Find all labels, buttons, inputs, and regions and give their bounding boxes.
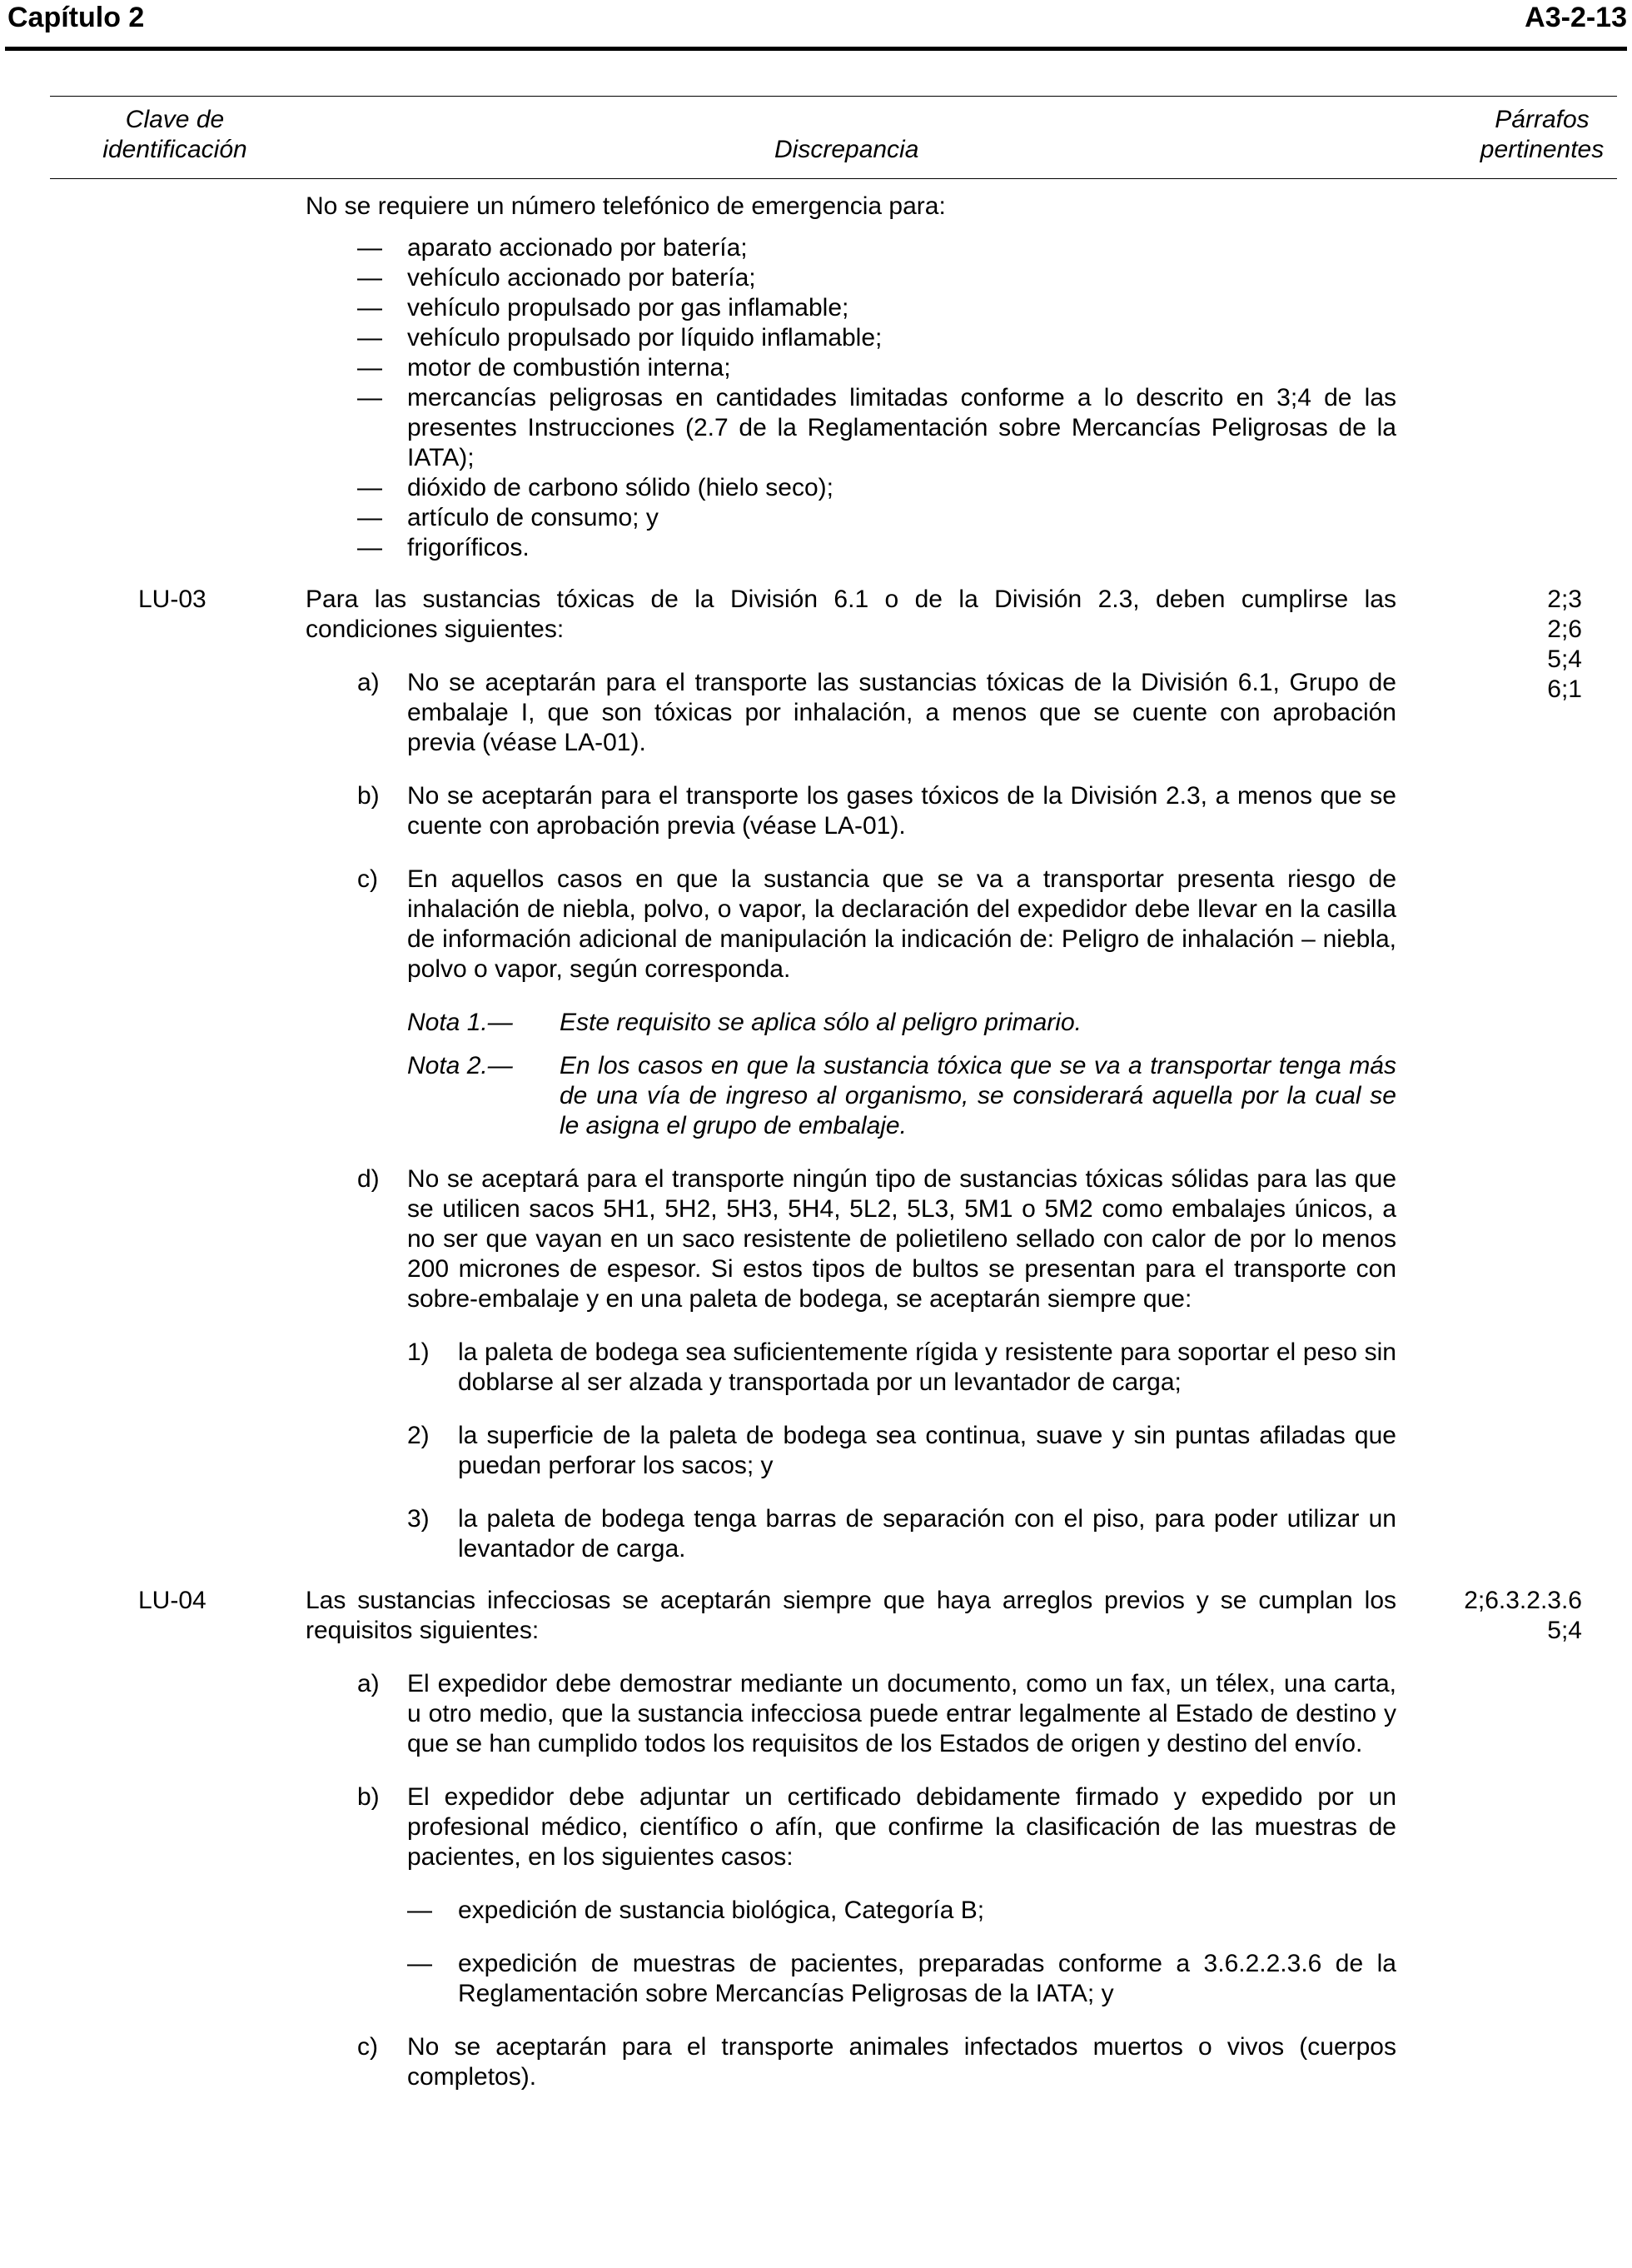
entry-intro: Las sustancias infecciosas se aceptarán siempre que haya arreglos previos y se cumplan los requisitos siguientes: <box>306 1587 1396 1644</box>
numbered-subitem: 1) la paleta de bodega sea suficientemente rígida y resistente para soportar el peso sin doblarse al ser alzada y transportada por un levantador de carga; <box>407 1338 1396 1396</box>
document-body <box>0 192 1632 2092</box>
column-refs-header-line2: pertinentes <box>1480 136 1605 163</box>
header-rule <box>5 47 1627 51</box>
list-item: — vehículo propulsado por gas inflamable; <box>357 294 849 322</box>
list-item: — vehículo propulsado por líquido inflamable; <box>357 324 883 351</box>
page-header <box>0 0 1632 50</box>
entry-lu-03 <box>0 585 1632 1564</box>
entry-lu-04 <box>0 1586 1632 2092</box>
entry-refs <box>1416 1586 1582 1646</box>
ref-item: 5;4 <box>1547 1617 1582 1644</box>
ref-item: 2;3 <box>1547 586 1582 613</box>
list-item: — aparato accionado por batería; <box>357 234 748 262</box>
ref-item: 5;4 <box>1547 646 1582 673</box>
column-key-header-line2: identificación <box>102 136 247 163</box>
note: Nota 1.— Este requisito se aplica sólo al peligro primario. <box>407 1009 1082 1036</box>
entry-refs <box>1416 585 1582 705</box>
list-item: — frigoríficos. <box>357 534 530 561</box>
ref-item: 2;6 <box>1547 616 1582 643</box>
column-key-header-line1: Clave de <box>125 106 225 133</box>
lettered-item: a) El expedidor debe demostrar mediante un documento, como un fax, un télex, una carta, u otro medio, que la sustancia infecciosa puede entrar legalmente al Estado de destino y que se han cumplido todos los requisitos de los Estados de origen y destino del envío. <box>357 1670 1396 1757</box>
lettered-item: c) No se aceptarán para el transporte animales infectados muertos o vivos (cuerpos completos). <box>357 2033 1396 2091</box>
list-item: — motor de combustión interna; <box>357 354 731 381</box>
column-refs-header <box>1467 105 1617 165</box>
list-item: — artículo de consumo; y <box>357 504 659 531</box>
list-item: — mercancías peligrosas en cantidades limitadas conforme a lo descrito en 3;4 de las presentes Instrucciones (2.7 de la Reglamentación sobre Mercancías Peligrosas de la IATA); <box>357 384 1396 471</box>
column-key-header <box>50 105 300 165</box>
chapter-title: Capítulo 2 <box>7 2 145 33</box>
dash-subitem: — expedición de muestras de pacientes, preparadas conforme a 3.6.2.2.3.6 de la Reglamentación sobre Mercancías Peligrosas de la IATA; y <box>407 1950 1396 2007</box>
entry-intro: Para las sustancias tóxicas de la División 6.1 o de la División 2.3, deben cumplirse las condiciones siguientes: <box>306 586 1396 643</box>
entry-continuation <box>0 192 1632 563</box>
continuation-intro: No se requiere un número telefónico de emergencia para: <box>306 192 946 220</box>
column-refs-header-line1: Párrafos <box>1495 106 1590 133</box>
lettered-item: b) El expedidor debe adjuntar un certificado debidamente firmado y expedido por un profesional médico, científico o afín, que confirme la clasificación de las muestras de pacientes, en los siguientes casos: <box>357 1783 1396 1871</box>
entry-key: LU-04 <box>138 1587 206 1614</box>
ref-item: 2;6.3.2.3.6 <box>1464 1587 1582 1614</box>
ref-item: 6;1 <box>1547 675 1582 703</box>
page-number: A3-2-13 <box>1525 2 1627 33</box>
entry-key: LU-03 <box>138 586 206 613</box>
lettered-item: d) No se aceptará para el transporte ningún tipo de sustancias tóxicas sólidas para las que se utilicen sacos 5H1, 5H2, 5H3, 5H4, 5L2, 5L3, 5M1 o 5M2 como embalajes únicos, a no ser que vayan en un saco resistente de polietileno sellado con calor de por lo menos 200 micrones de espesor. Si estos tipos de bultos se presentan para el transporte con sobre-embalaje y en una paleta de bodega, se aceptarán siempre que: <box>357 1165 1396 1313</box>
note: Nota 2.— En los casos en que la sustancia tóxica que se va a transportar tenga más de una vía de ingreso al organismo, se considerará aquella por la cual se le asigna el grupo de embalaje. <box>407 1052 1396 1139</box>
numbered-subitem: 2) la superficie de la paleta de bodega sea continua, suave y sin puntas afiladas que puedan perforar los sacos; y <box>407 1422 1396 1479</box>
lettered-item: a) No se aceptarán para el transporte las sustancias tóxicas de la División 6.1, Grupo de embalaje I, que son tóxicas por inhalación, a menos que se cuente con aprobación previa (véase LA-01). <box>357 669 1396 756</box>
lettered-item: b) No se aceptarán para el transporte los gases tóxicos de la División 2.3, a menos que se cuente con aprobación previa (véase LA-01). <box>357 782 1396 840</box>
continuation-list <box>306 233 1396 563</box>
lettered-item: c) En aquellos casos en que la sustancia que se va a transportar presenta riesgo de inhalación de niebla, polvo, o vapor, la declaración del expedidor debe llevar en la casilla de información adicional de manipulación la indicación de: Peligro de inhalación – niebla, polvo o vapor, según corresponda. <box>357 865 1396 983</box>
column-discrepancy-header: Discrepancia <box>774 136 919 163</box>
dash-subitem: — expedición de sustancia biológica, Categoría B; <box>407 1897 985 1924</box>
list-item: — vehículo accionado por batería; <box>357 264 756 292</box>
table-column-header <box>50 96 1617 179</box>
numbered-subitem: 3) la paleta de bodega tenga barras de separación con el piso, para poder utilizar un levantador de carga. <box>407 1505 1396 1563</box>
list-item: — dióxido de carbono sólido (hielo seco); <box>357 474 833 501</box>
